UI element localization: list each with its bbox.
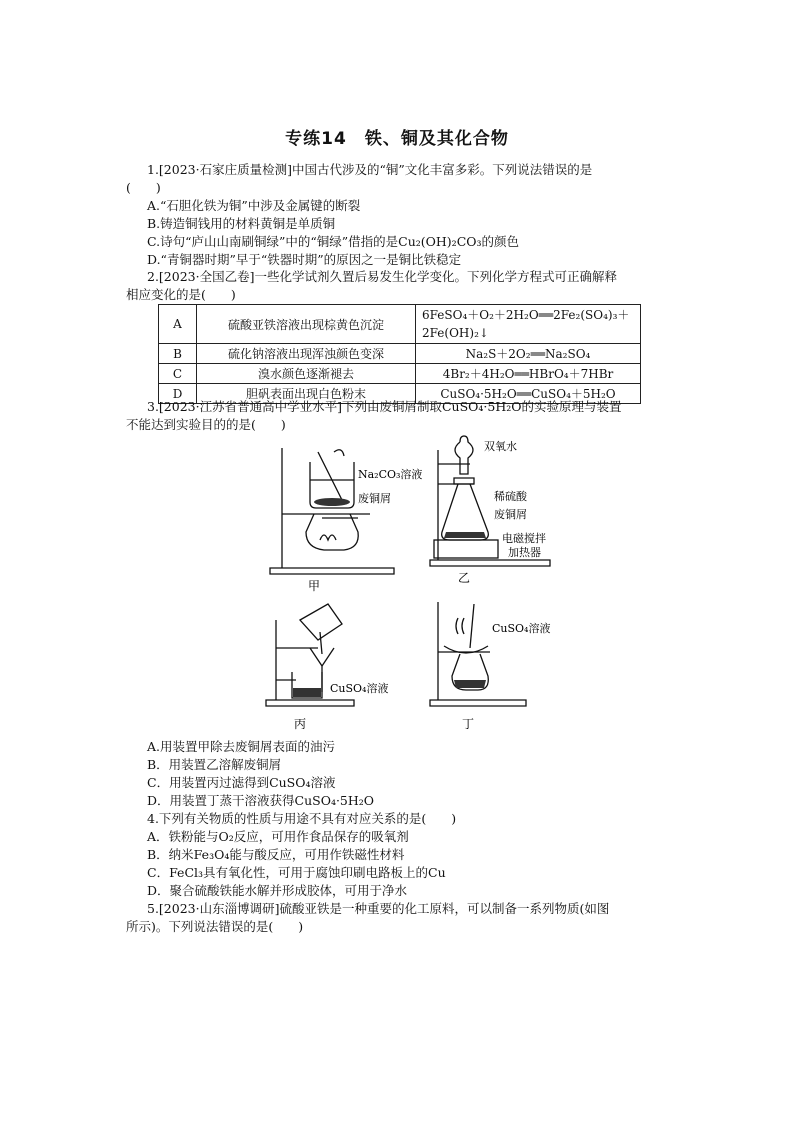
q3-stem-cont: 不能达到实验目的的是( ) [126,417,286,432]
q2-stem: 2.[2023·全国乙卷]一些化学试剂久置后易发生化学变化。下列化学方程式可正确解释 [147,269,617,284]
yi-label-h2o2: 双氧水 [484,440,517,453]
page-title: 专练14 铁、铜及其化合物 [285,129,509,149]
option-equation: Na₂S＋2O₂══Na₂SO₄ [416,344,641,364]
jia-label-na2co3: Na₂CO₃溶液 [358,468,423,481]
apparatus-jia-figure [262,440,423,593]
q4-option-b: B．纳米Fe₃O₄能与酸反应，可用作铁磁性材料 [147,847,405,862]
yi-caption: 乙 [458,571,471,585]
option-description: 硫酸亚铁溶液出现棕黄色沉淀 [197,305,416,344]
jia-label-scrap: 废铜屑 [358,492,391,505]
option-description: 硫化钠溶液出现浑浊颜色变深 [197,344,416,364]
bing-caption: 丙 [294,717,307,731]
option-equation [416,305,641,344]
equation-line: 2Fe(OH)₂↓ [422,326,489,340]
q3-option-b: B．用装置乙溶解废铜屑 [147,757,282,772]
q1-stem: 1.[2023·石家庄质量检测]中国古代涉及的“铜”文化丰富多彩。下列说法错误的是 [147,162,593,177]
q3-option-d: D．用装置丁蒸干溶液获得CuSO₄·5H₂O [147,793,375,808]
q2-options-table [158,304,641,404]
option-equation: 4Br₂＋4H₂O══HBrO₄＋7HBr [416,364,641,384]
yi-label-acid: 稀硫酸 [494,490,527,503]
option-key: B [159,344,197,364]
yi-label-stirrer: 电磁搅拌 [502,532,546,545]
table-row [159,305,641,344]
q1-stem-paren: ( ) [126,180,161,195]
q4-option-c: C．FeCl₃具有氧化性，可用于腐蚀印刷电路板上的Cu [147,865,446,880]
q5-stem: 5.[2023·山东淄博调研]硫酸亚铁是一种重要的化工原料，可以制备一系列物质(如图 [147,901,610,916]
jia-caption: 甲 [308,579,321,593]
q1-option-a: A.“石胆化铁为铜”中涉及金属键的断裂 [147,198,361,213]
option-description: 胆矾表面出现白色粉末 [197,384,416,404]
apparatus-ding-figure [430,596,580,736]
apparatus-bing-figure [262,596,412,736]
q1-option-c: C.诗句“庐山山南刷铜绿”中的“铜绿”借指的是Cu₂(OH)₂CO₃的颜色 [147,234,520,249]
q4-option-a: A．铁粉能与O₂反应，可用作食品保存的吸氧剂 [147,829,409,844]
yi-label-heater: 加热器 [508,546,541,559]
option-equation: CuSO₄·5H₂O══CuSO₄＋5H₂O [416,384,641,404]
ding-label-cuso4: CuSO₄溶液 [492,622,551,635]
q3-option-c: C．用装置丙过滤得到CuSO₄溶液 [147,775,336,790]
option-key: A [159,305,197,344]
option-key: D [159,384,197,404]
q3-stem: 3.[2023·江苏省普通高中学业水平]下列由废铜屑制取CuSO₄·5H₂O的实验原理与装置 [147,399,622,414]
table-row [159,364,641,384]
equation-line: 6FeSO₄＋O₂＋2H₂O══2Fe₂(SO₄)₃＋ [422,308,630,322]
option-key: C [159,364,197,384]
bing-label-cuso4: CuSO₄溶液 [330,682,389,695]
option-description: 溴水颜色逐渐褪去 [197,364,416,384]
q1-option-d: D.“青铜器时期”早于“铁器时期”的原因之一是铜比铁稳定 [147,252,462,267]
q3-option-a: A.用装置甲除去废铜屑表面的油污 [147,739,336,754]
q5-stem-cont: 所示)。下列说法错误的是( ) [126,919,304,934]
q4-stem: 4.下列有关物质的性质与用途不具有对应关系的是( ) [147,811,457,826]
yi-label-scrap: 废铜屑 [494,508,527,521]
q1-option-b: B.铸造铜钱用的材料黄铜是单质铜 [147,216,336,231]
ding-caption: 丁 [462,717,475,731]
apparatus-yi-figure [430,436,580,586]
q4-option-d: D．聚合硫酸铁能水解并形成胶体，可用于净水 [147,883,408,898]
q2-stem-cont: 相应变化的是( ) [126,287,236,302]
table-row [159,344,641,364]
